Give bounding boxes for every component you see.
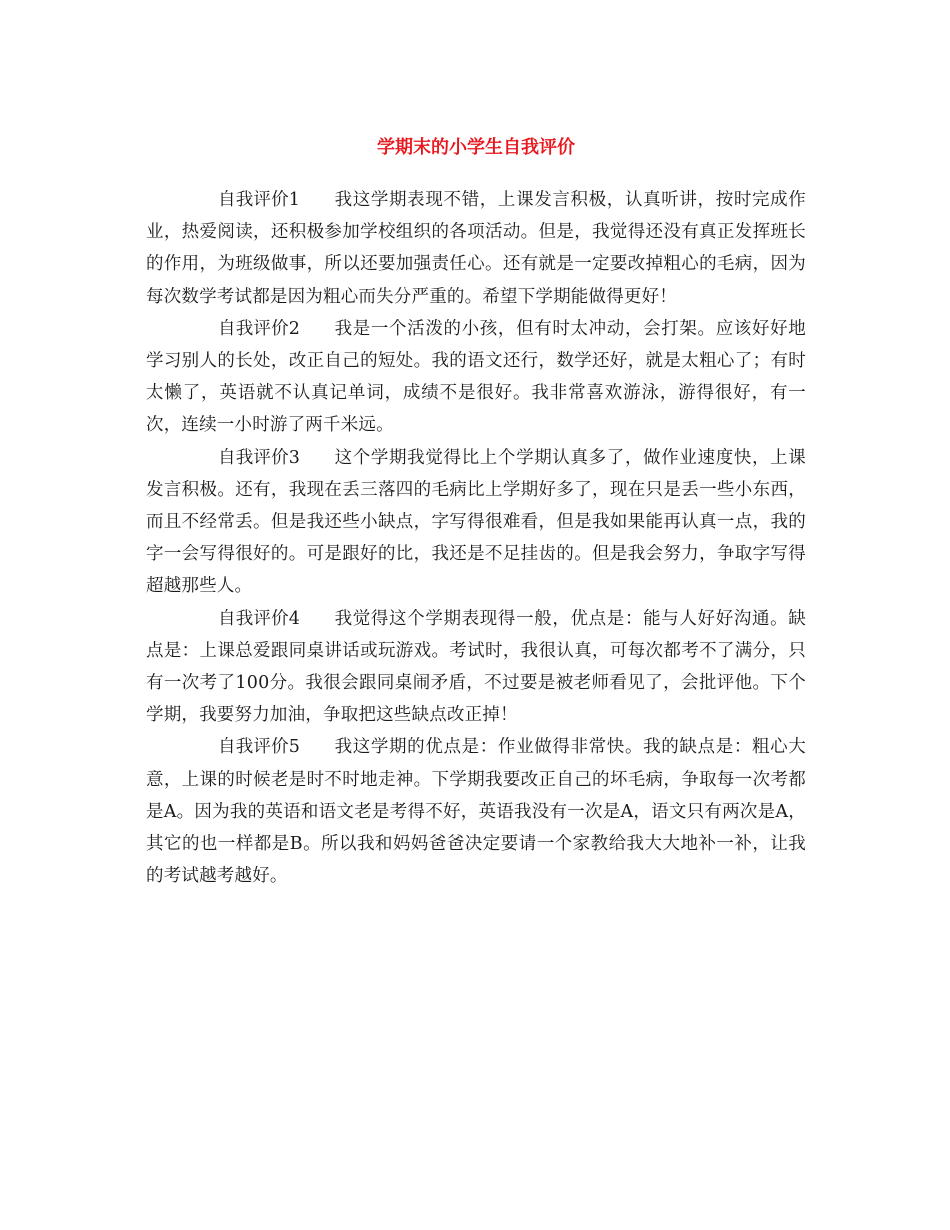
evaluation-label-3: 自我评价3 (218, 447, 301, 468)
document-title: 学期末的小学生自我评价 (377, 137, 575, 158)
evaluation-paragraph-2 (146, 313, 806, 442)
evaluation-paragraph-4 (146, 603, 806, 732)
evaluation-text-1: 我这学期表现不错，上课发言积极，认真听讲，按时完成作业，热爱阅读，还积极参加学校组织的各项活动。但是，我觉得还没有真正发挥班长的作用，为班级做事，所以还要加强责任心。还有就是一定要改掉粗心的毛病，因为每次数学考试都是因为粗心而失分严重的。希望下学期能做得更好！ (146, 190, 806, 307)
evaluation-text-5: 我这学期的优点是：作业做得非常快。我的缺点是：粗心大意，上课的时候老是时不时地走神。下学期我要改正自己的坏毛病，争取每一次考都是A。因为我的英语和语文老是考得不好，英语我没有一次是A，语文只有两次是A，其它的也一样都是B。所以我和妈妈爸爸决定要请一个家教给我大大地补一补，让我的考试越考越好。 (146, 737, 806, 887)
evaluation-text-2: 我是一个活泼的小孩，但有时太冲动，会打架。应该好好地学习别人的长处，改正自己的短处。我的语文还行，数学还好，就是太粗心了；有时太懒了，英语就不认真记单词，成绩不是很好。我非常喜欢游泳，游得很好，有一次，连续一小时游了两千米远。 (146, 318, 806, 436)
evaluation-paragraph-3 (146, 442, 806, 603)
evaluation-text-3: 这个学期我觉得比上个学期认真多了，做作业速度快，上课发言积极。还有，我现在丢三落四的毛病比上学期好多了，现在只是丢一些小东西，而且不经常丢。但是我还些小缺点，字写得很难看，但是我如果能再认真一点，我的字一会写得很好的。可是跟好的比，我还是不足挂齿的。但是我会努力，争取字写得超越那些人。 (146, 447, 806, 597)
evaluation-label-4: 自我评价4 (218, 608, 301, 629)
evaluation-label-5: 自我评价5 (218, 737, 301, 758)
evaluation-label-1: 自我评价1 (218, 190, 301, 210)
evaluation-label-2: 自我评价2 (218, 318, 301, 339)
evaluation-text-4: 我觉得这个学期表现得一般，优点是：能与人好好沟通。缺点是：上课总爱跟同桌讲话或玩游戏。考试时，我很认真，可每次都考不了满分，只有一次考了100分。我很会跟同桌闹矛盾，不过要是被老师看见了，会批评他。下个学期，我要努力加油，争取把这些缺点改正掉！ (146, 608, 806, 726)
document-page (146, 132, 806, 892)
evaluation-paragraph-5 (146, 731, 806, 892)
evaluation-paragraph-1 (146, 184, 806, 313)
